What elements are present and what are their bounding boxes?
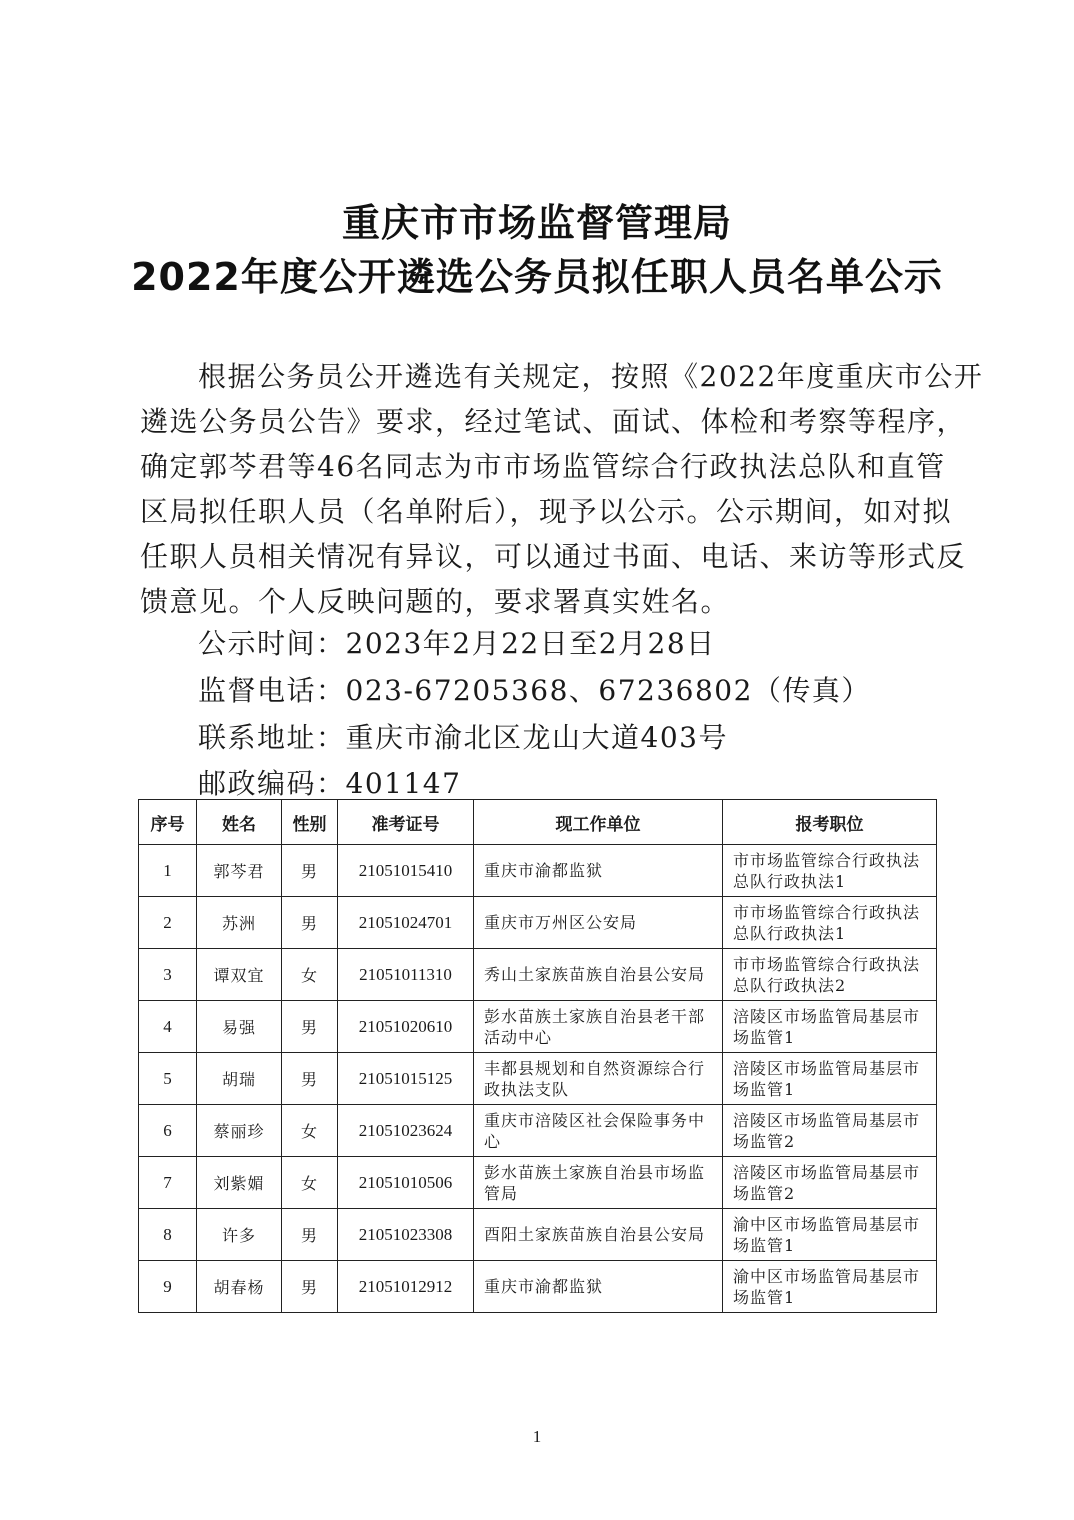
header-applied-position: 报考职位 [723, 800, 937, 845]
cell-gender: 女 [282, 1105, 338, 1157]
cell-exam-id: 21051015410 [338, 845, 474, 897]
cell-current-employer: 秀山土家族苗族自治县公安局 [474, 949, 723, 1001]
cell-applied-position: 涪陵区市场监管局基层市场监管2 [723, 1157, 937, 1209]
cell-index: 7 [139, 1157, 197, 1209]
table-row [139, 1105, 937, 1157]
cell-current-employer: 丰都县规划和自然资源综合行政执法支队 [474, 1053, 723, 1105]
header-index: 序号 [139, 800, 197, 845]
cell-gender: 女 [282, 1157, 338, 1209]
header-name: 姓名 [197, 800, 282, 845]
cell-name: 蔡丽珍 [197, 1105, 282, 1157]
cell-index: 2 [139, 897, 197, 949]
cell-gender: 男 [282, 845, 338, 897]
announcement-paragraph [140, 354, 984, 624]
cell-gender: 男 [282, 1001, 338, 1053]
cell-exam-id: 21051010506 [338, 1157, 474, 1209]
page-number: 1 [532, 1427, 542, 1446]
cell-gender: 男 [282, 1053, 338, 1105]
cell-index: 9 [139, 1261, 197, 1313]
candidate-table [138, 799, 937, 1313]
cell-name: 易强 [197, 1001, 282, 1053]
cell-name: 苏洲 [197, 897, 282, 949]
cell-applied-position: 涪陵区市场监管局基层市场监管2 [723, 1105, 937, 1157]
paragraph-line: 任职人员相关情况有异议，可以通过书面、电话、来访等形式反 [140, 540, 967, 573]
document-title-line1: 重庆市市场监督管理局 [341, 201, 732, 245]
cell-current-employer: 重庆市渝都监狱 [474, 1261, 723, 1313]
table-row [139, 897, 937, 949]
cell-applied-position: 市市场监管综合行政执法总队行政执法1 [723, 897, 937, 949]
paragraph-line: 馈意见。个人反映问题的，要求署真实姓名。 [140, 585, 731, 618]
header-gender: 性别 [282, 800, 338, 845]
cell-name: 郭芩君 [197, 845, 282, 897]
header-current-employer: 现工作单位 [474, 800, 723, 845]
postal-code: 邮政编码：401147 [198, 767, 462, 800]
cell-exam-id: 21051011310 [338, 949, 474, 1001]
table-row [139, 1209, 937, 1261]
cell-applied-position: 市市场监管综合行政执法总队行政执法2 [723, 949, 937, 1001]
cell-name: 许多 [197, 1209, 282, 1261]
table-row [139, 1157, 937, 1209]
cell-current-employer: 重庆市万州区公安局 [474, 897, 723, 949]
supervision-phone: 监督电话：023-67205368、67236802（传真） [198, 674, 871, 707]
cell-exam-id: 21051020610 [338, 1001, 474, 1053]
paragraph-line: 遴选公务员公告》要求，经过笔试、面试、体检和考察等程序， [140, 405, 967, 438]
cell-name: 胡瑞 [197, 1053, 282, 1105]
cell-applied-position: 涪陵区市场监管局基层市场监管1 [723, 1001, 937, 1053]
table-header-row [139, 800, 937, 845]
cell-name: 刘紫媚 [197, 1157, 282, 1209]
cell-current-employer: 彭水苗族土家族自治县老干部活动中心 [474, 1001, 723, 1053]
paragraph-line: 确定郭芩君等46名同志为市市场监管综合行政执法总队和直管 [140, 450, 946, 483]
table-row [139, 1001, 937, 1053]
cell-gender: 女 [282, 949, 338, 1001]
cell-exam-id: 21051023308 [338, 1209, 474, 1261]
cell-index: 3 [139, 949, 197, 1001]
table-row [139, 1053, 937, 1105]
document-title-line2: 2022年度公开遴选公务员拟任职人员名单公示 [131, 255, 943, 299]
cell-gender: 男 [282, 1209, 338, 1261]
cell-current-employer: 重庆市渝都监狱 [474, 845, 723, 897]
cell-current-employer: 酉阳土家族苗族自治县公安局 [474, 1209, 723, 1261]
cell-current-employer: 重庆市涪陵区社会保险事务中心 [474, 1105, 723, 1157]
paragraph-line: 根据公务员公开遴选有关规定，按照《2022年度重庆市公开 [198, 360, 984, 393]
cell-applied-position: 渝中区市场监管局基层市场监管1 [723, 1261, 937, 1313]
cell-exam-id: 21051023624 [338, 1105, 474, 1157]
cell-name: 胡春杨 [197, 1261, 282, 1313]
cell-index: 5 [139, 1053, 197, 1105]
cell-gender: 男 [282, 1261, 338, 1313]
table-row [139, 949, 937, 1001]
cell-exam-id: 21051024701 [338, 897, 474, 949]
cell-current-employer: 彭水苗族土家族自治县市场监管局 [474, 1157, 723, 1209]
table-row [139, 1261, 937, 1313]
header-exam-id: 准考证号 [338, 800, 474, 845]
contact-address: 联系地址：重庆市渝北区龙山大道403号 [198, 721, 728, 754]
cell-applied-position: 渝中区市场监管局基层市场监管1 [723, 1209, 937, 1261]
cell-index: 6 [139, 1105, 197, 1157]
cell-exam-id: 21051015125 [338, 1053, 474, 1105]
cell-index: 4 [139, 1001, 197, 1053]
cell-exam-id: 21051012912 [338, 1261, 474, 1313]
table-row [139, 845, 937, 897]
cell-index: 8 [139, 1209, 197, 1261]
cell-name: 谭双宜 [197, 949, 282, 1001]
publicity-period: 公示时间：2023年2月22日至2月28日 [198, 627, 716, 660]
cell-applied-position: 涪陵区市场监管局基层市场监管1 [723, 1053, 937, 1105]
paragraph-line: 区局拟任职人员（名单附后），现予以公示。公示期间，如对拟 [140, 495, 953, 528]
cell-gender: 男 [282, 897, 338, 949]
cell-applied-position: 市市场监管综合行政执法总队行政执法1 [723, 845, 937, 897]
cell-index: 1 [139, 845, 197, 897]
